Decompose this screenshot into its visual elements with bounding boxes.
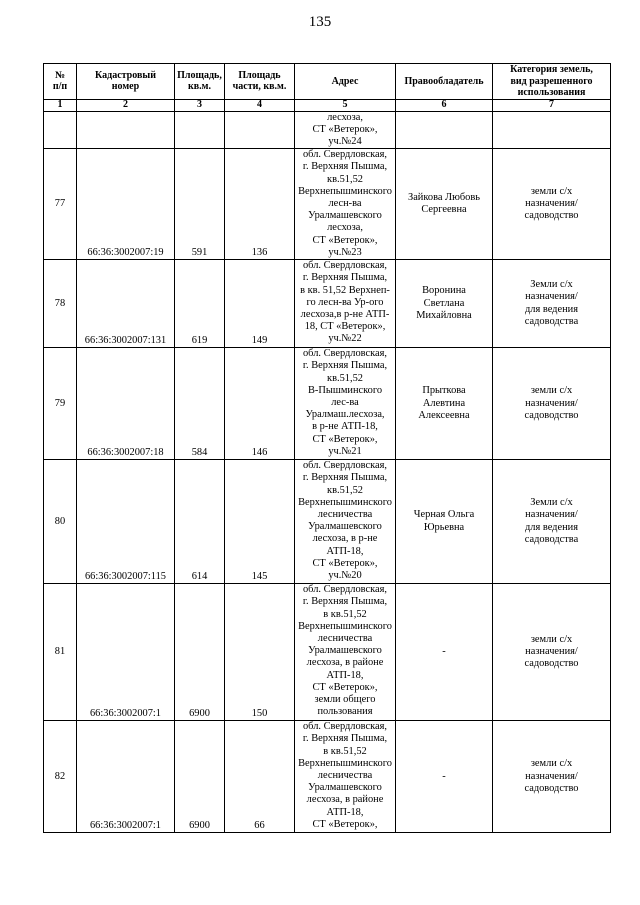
cadastral-number: 66:36:3002007:131 bbox=[77, 260, 175, 348]
table-row bbox=[44, 460, 611, 584]
part-area: 149 bbox=[225, 260, 295, 348]
col-header-address: Адрес bbox=[295, 64, 396, 100]
row-number: 78 bbox=[44, 260, 77, 348]
col-index: 6 bbox=[396, 99, 493, 111]
table-row bbox=[44, 584, 611, 721]
area: 584 bbox=[175, 348, 225, 460]
area: 614 bbox=[175, 460, 225, 584]
cadastral-number bbox=[77, 111, 175, 149]
part-area: 146 bbox=[225, 348, 295, 460]
row-number: 82 bbox=[44, 721, 77, 833]
col-index: 4 bbox=[225, 99, 295, 111]
col-header-cadastral: Кадастровый номер bbox=[77, 64, 175, 100]
area: 619 bbox=[175, 260, 225, 348]
cadastral-number: 66:36:3002007:18 bbox=[77, 348, 175, 460]
land-registry-table bbox=[43, 63, 611, 833]
address: обл. Свердловская, г. Верхняя Пышма, кв.51,52 Верхнепышминского лесн-ва Уралмашевского лесхоза, СТ «Ветерок», уч.№23 bbox=[295, 149, 396, 260]
address: обл. Свердловская, г. Верхняя Пышма, в кв. 51,52 Верхнеп- го лесн-ва Ур-ого лесхоза,в р-не АТП- 18, СТ «Ветерок», уч.№22 bbox=[295, 260, 396, 348]
area: 6900 bbox=[175, 584, 225, 721]
column-number-row bbox=[44, 99, 611, 111]
owner: Воронина Светлана Михайловна bbox=[396, 260, 493, 348]
row-number: 79 bbox=[44, 348, 77, 460]
owner: - bbox=[396, 584, 493, 721]
col-index: 5 bbox=[295, 99, 396, 111]
cadastral-number: 66:36:3002007:19 bbox=[77, 149, 175, 260]
part-area: 136 bbox=[225, 149, 295, 260]
col-header-area: Площадь, кв.м. bbox=[175, 64, 225, 100]
row-number: 80 bbox=[44, 460, 77, 584]
land-category: Земли с/х назначения/ для ведения садоводства bbox=[493, 260, 611, 348]
cadastral-number: 66:36:3002007:115 bbox=[77, 460, 175, 584]
part-area bbox=[225, 111, 295, 149]
address: лесхоза, СТ «Ветерок», уч.№24 bbox=[295, 111, 396, 149]
area: 6900 bbox=[175, 721, 225, 833]
table-row bbox=[44, 111, 611, 149]
part-area: 150 bbox=[225, 584, 295, 721]
col-header-category: Категория земель, вид разрешенного использования bbox=[493, 64, 611, 100]
table-row bbox=[44, 260, 611, 348]
owner: Зайкова Любовь Сергеевна bbox=[396, 149, 493, 260]
area: 591 bbox=[175, 149, 225, 260]
land-category: земли с/х назначения/ садоводство bbox=[493, 348, 611, 460]
owner: - bbox=[396, 721, 493, 833]
row-number: 81 bbox=[44, 584, 77, 721]
cadastral-number: 66:36:3002007:1 bbox=[77, 584, 175, 721]
address: обл. Свердловская, г. Верхняя Пышма, в кв.51,52 Верхнепышминского лесничества Уралмашевского лесхоза, в районе АТП-18, СТ «Ветерок», земли общего пользования bbox=[295, 584, 396, 721]
owner bbox=[396, 111, 493, 149]
part-area: 66 bbox=[225, 721, 295, 833]
table-row bbox=[44, 149, 611, 260]
col-header-number: № п/п bbox=[44, 64, 77, 100]
land-category: земли с/х назначения/ садоводство bbox=[493, 584, 611, 721]
address: обл. Свердловская, г. Верхняя Пышма, кв.51,52 Верхнепышминского лесничества Уралмашевского лесхоза, в р-не АТП-18, СТ «Ветерок», уч.№20 bbox=[295, 460, 396, 584]
header-row bbox=[44, 64, 611, 100]
owner: Прыткова Алевтина Алексеевна bbox=[396, 348, 493, 460]
land-category: земли с/х назначения/ садоводство bbox=[493, 721, 611, 833]
table-row bbox=[44, 721, 611, 833]
row-number bbox=[44, 111, 77, 149]
col-header-owner: Правообладатель bbox=[396, 64, 493, 100]
address: обл. Свердловская, г. Верхняя Пышма, в кв.51,52 Верхнепышминского лесничества Уралмашевского лесхоза, в районе АТП-18, СТ «Ветерок», bbox=[295, 721, 396, 833]
area bbox=[175, 111, 225, 149]
table-row bbox=[44, 348, 611, 460]
col-index: 2 bbox=[77, 99, 175, 111]
col-header-part-area: Площадь части, кв.м. bbox=[225, 64, 295, 100]
row-number: 77 bbox=[44, 149, 77, 260]
address: обл. Свердловская, г. Верхняя Пышма, кв.51,52 В-Пышминского лес-ва Уралмаш.лесхоза, в р-не АТП-18, СТ «Ветерок», уч.№21 bbox=[295, 348, 396, 460]
land-category: Земли с/х назначения/ для ведения садоводства bbox=[493, 460, 611, 584]
cadastral-number: 66:36:3002007:1 bbox=[77, 721, 175, 833]
col-index: 3 bbox=[175, 99, 225, 111]
col-index: 7 bbox=[493, 99, 611, 111]
part-area: 145 bbox=[225, 460, 295, 584]
land-category: земли с/х назначения/ садоводство bbox=[493, 149, 611, 260]
land-category bbox=[493, 111, 611, 149]
owner: Черная Ольга Юрьевна bbox=[396, 460, 493, 584]
page-number: 135 bbox=[308, 14, 332, 30]
col-index: 1 bbox=[44, 99, 77, 111]
